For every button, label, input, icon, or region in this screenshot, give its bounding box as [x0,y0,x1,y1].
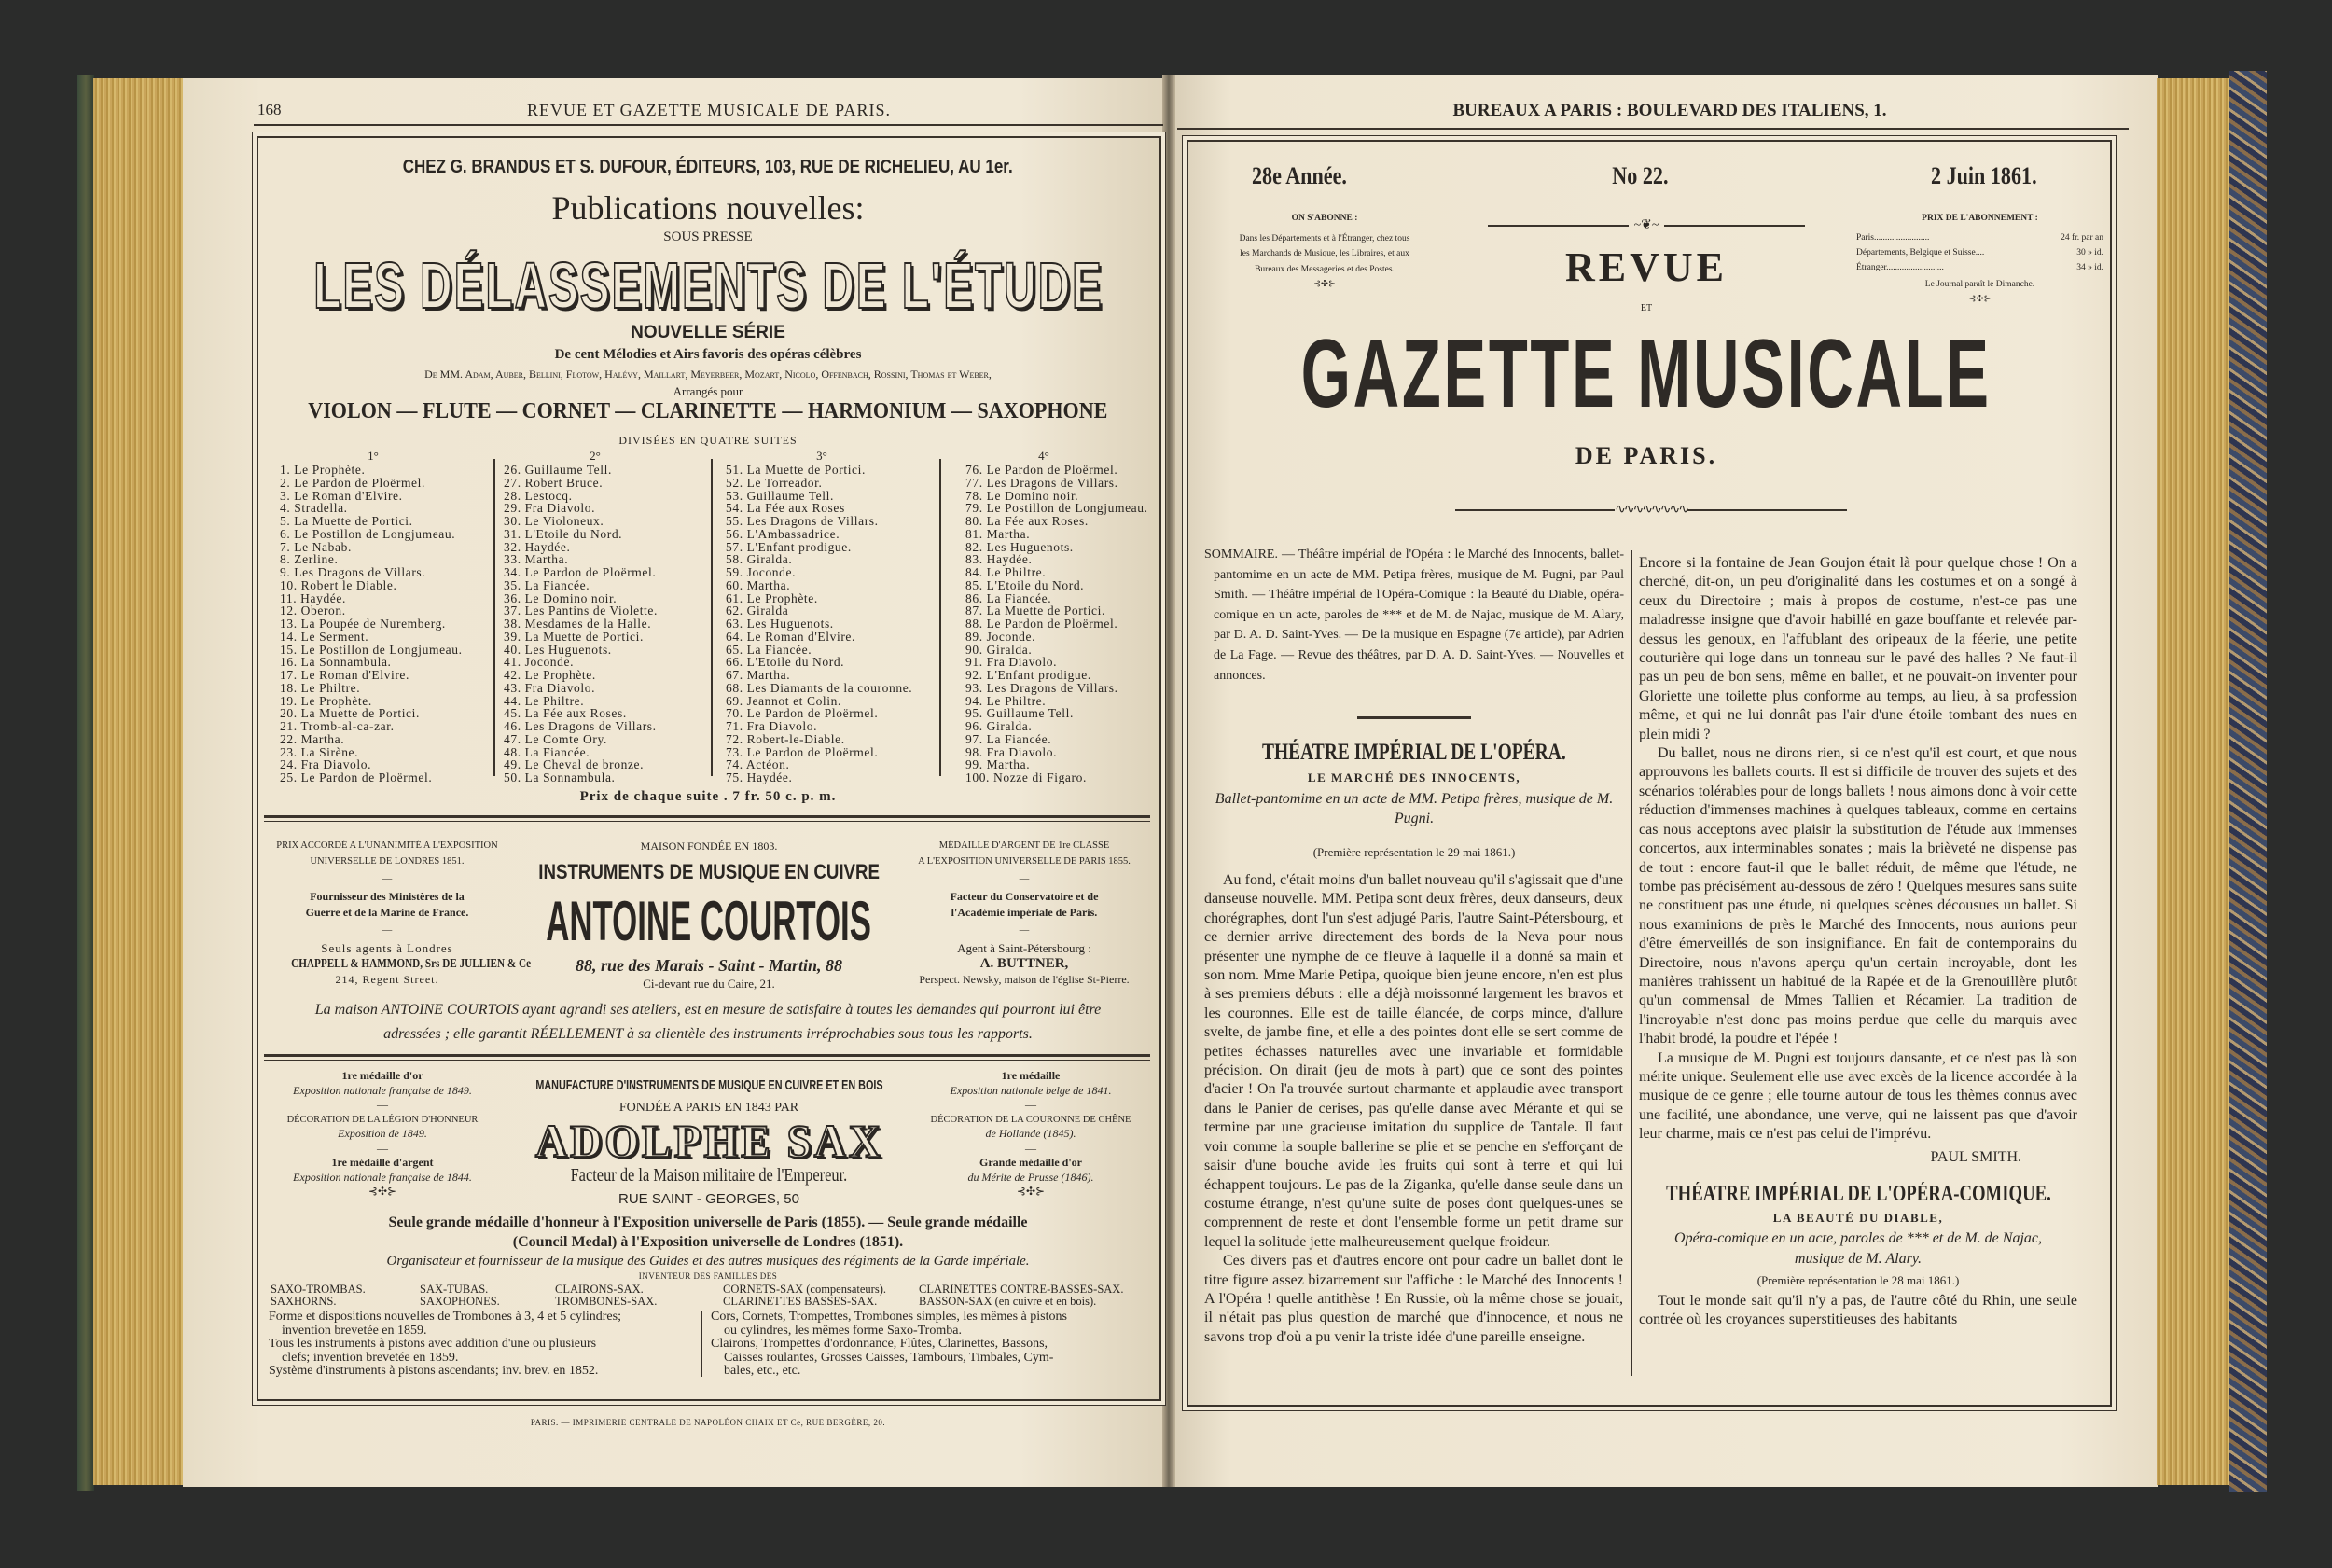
suite-item: 32. Haydée. [504,539,571,554]
suite-item: 21. Tromb-al-ca-zar. [280,719,395,733]
suite-item: 40. Les Huguenots. [504,642,612,657]
suite-item: 53. Guillaume Tell. [726,488,834,503]
article2-heading [1639,1180,2077,1208]
issue-date-text: 2 Juin 1861. [1931,162,2037,189]
suite-item: 99. Martha. [965,757,1031,772]
award-text: de Hollande (1845). [985,1127,1076,1140]
suite-item: 74. Actéon. [726,757,790,772]
suite-item: 81. Martha. [965,526,1031,541]
suite-item: 75. Haydée. [726,770,793,784]
suite-item: 16. La Sonnambula. [280,655,392,670]
column-divider [939,459,941,776]
suite-item: 83. Haydée. [965,552,1033,567]
suite-item: 19. Le Prophète. [280,693,372,708]
ornament-icon: ~❦~ [1633,218,1659,232]
suite-item: 47. Le Comte Ory. [504,731,607,746]
suite-item: 98. Fra Diavolo. [965,744,1058,759]
section-rule [264,815,1150,822]
agent-label: Agent à Saint-Pétersbourg : [957,941,1091,955]
courtois-right: MÉDAILLE D'ARGENT DE 1re CLASSE A L'EXPOSITION UNIVERSELLE DE PARIS 1855. — Facteur du Conservatoire et de l'Académie impériale de Paris. — Agent à Saint-Pétersbourg : A. BUTTNER, Perspect. Newsky, maison de l'église St-Pierre. [895,838,1153,988]
paragraph: Au fond, c'était moins d'un ballet nouveau qu'il s'agissait que d'une danseuse nouvelle. MM. Petipa sont deux frères, deux danseurs, deux chorégraphes, dont l'un s'est adjugé Paris, l'autre Saint-Pétersbourg, et ce dernier arrive directement des bords de la Neva pour nous présenter une nymphe de ce fleuve à laquelle il a donné sa main et son nom. Mme Marie Petipa, quoique bien jeune encore, n'en est plus à ses premiers débuts : elle a déjà moissonné largement les bravos et les couronnes. Elle est de taille élancée, de corps mince, d'allure svelte, de jambe fine, et elle a des pointes dont elle se sert comme de petites échasses naturelles avec une invariable et formidable précision. On dirait (jeu de mots à part) que ce sont des pointes d'acier ! On l'a trouvée surtout charmante et applaudie avec transport dans le Panier de cerises, pas qu'elle danse avec Mérante et qui se termine par une gracieuse imitation du supplice de Tantale. Il faut voir comme la souple ballerine se plie et se penche en s'efforçant de saisir d'une bouche avide les fruits qui sont à terre et qui lui échappent toujours. Le pas de la Ziganka, qu'elle danse seule dans un costume étrange, n'est qu'une suite de poses dont quelques-unes se comprennent de reste et dont l'ensemble forme un petit drame sur lequel la solitude jette malheureusement quelque froideur. [1204,872,1623,1250]
award-text: MÉDAILLE D'ARGENT DE 1re CLASSE [938,840,1110,851]
suite-item: 73. Le Pardon de Ploërmel. [726,744,879,759]
maker-text: Facteur du Conservatoire et de [950,890,1099,903]
ornament-icon: ⊰✣⊱ [1313,280,1336,289]
sax-organizer: Organisateur et fournisseur de la musique des Guides et des autres musiques des régiments de la Garde impériale. [386,1254,1030,1269]
ornament-icon: ⊰✣⊱ [368,1185,397,1198]
ornament-icon: ⊰✣⊱ [1016,1185,1046,1198]
suite-item: 12. Oberon. [280,604,346,618]
suite-item: 13. La Poupée de Nuremberg. [280,617,446,631]
suite-item: 59. Joconde. [726,565,797,579]
text-line: ou cylindres, les mêmes forme Saxo-Tromba. [724,1323,962,1338]
suite-item: 79. Le Postillon de Longjumeau. [965,501,1148,516]
issue-number [707,162,2332,190]
suite-item: 18. Le Philtre. [280,680,361,695]
family-item: CLARINETTES BASSES-SAX. [723,1295,878,1308]
suite-item: 84. Le Philtre. [965,565,1047,579]
agent-address: Perspect. Newsky, maison de l'église St-Pierre. [919,973,1130,986]
sax-honour: Seule grande médaille d'honneur à l'Exposition universelle de Paris (1855). — Seule grande médaille [388,1214,1028,1230]
sax-left: 1re médaille d'or Exposition nationale française de 1849. — DÉCORATION DE LA LÉGION D'HONNEUR Exposition de 1849. — 1re médaille d'argent Exposition nationale française de 1844. ⊰✣⊱ [261,1069,504,1200]
suite-item: 23. La Sirène. [280,744,359,759]
suite-item: 44. Le Philtre. [504,693,585,708]
suite-item: 10. Robert le Diable. [280,577,397,592]
sommaire: SOMMAIRE. — Théâtre impérial de l'Opéra : le Marché des Innocents, ballet-pantomime en un acte de MM. Petipa frères, musique de M. Pugni, par Paul Smith. — Théâtre impérial de l'Opéra-Comique : la Beauté du Diable, opéra-comique en un acte, paroles de *** et de M. de Najac, musique de M. Alary, par D. A. D. Saint-Yves. — De la musique en Espagne (7e article), par Adrien de La Fage. — Revue des théâtres, par D. A. D. Saint-Yves. — Nouvelles et annonces. [1204,548,1624,683]
agents-label: Seuls agents à Londres [321,941,453,955]
article2-subtitle: Opéra-comique en un acte, paroles de *** et de M. de Najac, musique de M. Alary. [1674,1230,2042,1267]
series-text: NOUVELLE SÉRIE [631,323,785,342]
award-text: DÉCORATION DE LA COURONNE DE CHÊNE [930,1114,1131,1125]
text-line: invention brevetée en 1859. [282,1323,427,1338]
suite-heading: 1° [368,449,379,463]
article2-body: Tout le monde sait qu'il n'y a pas, de l'autre côté du Rhin, une seule contrée où les croyances superstitieuses des habitants [1639,1293,2077,1328]
suite-item: 20. La Muette de Portici. [280,706,420,721]
suite-item: 60. Martha. [726,577,791,592]
suite-item: 52. Le Torreador. [726,475,823,490]
award-text: Exposition nationale belge de 1841. [950,1083,1112,1097]
suite-item: 85. L'Etoile du Nord. [965,577,1085,592]
paragraph: La musique de M. Pugni est toujours dansante, et ce n'est pas là son mérite unique. Seulement elle use avec excès de la licence accordée à la musique de ce genre ; elle tourne autour de tous les thèmes connus avec une facilité, une abondance, une verve, qui ne laissent pas que d'avoir leur charme, mais ce n'est pas celui de l'imprévu. [1639,1049,2077,1143]
suite-item: 62. Giralda [726,604,789,618]
issue-number-text: No 22. [1611,162,1669,189]
courtois-address: 88, rue des Marais - Saint - Martin, 88 [575,956,843,975]
suite-item: 91. Fra Diavolo. [965,655,1058,670]
award-text: A L'EXPOSITION UNIVERSELLE DE PARIS 1855. [918,856,1131,867]
book-cover-right [2229,71,2267,1492]
masthead-ornament [1488,217,1805,233]
suite-column [726,464,912,784]
suite-item: 42. Le Prophète. [504,668,596,682]
price-rows [1856,230,2103,275]
suite-item: 29. Fra Diavolo. [504,501,596,516]
suite-item: 66. L'Etoile du Nord. [726,655,845,670]
suite-item: 31. L'Etoile du Nord. [504,526,623,541]
publications-heading: Publications nouvelles: [551,189,865,227]
suite-item: 38. Mesdames de la Halle. [504,617,652,631]
price-label: Départements, Belgique et Suisse.... [1856,248,1985,257]
family-column [271,1284,366,1308]
subtitle: De cent Mélodies et Airs favoris des opéras célèbres [554,347,862,362]
suite-item: 36. Le Domino noir. [504,590,618,605]
suite-item: 78. Le Domino noir. [965,488,1079,503]
wavy-rule [1455,502,1847,518]
courtois-name-text: ANTOINE COURTOIS [546,890,872,952]
article-heading-text: THÉATRE IMPÉRIAL DE L'OPÉRA. [1262,740,1566,765]
price-row [1856,260,2103,275]
suite-item: 45. La Fée aux Roses. [504,706,627,721]
suite-heading: 4° [1038,449,1049,463]
suite-item: 67. Martha. [726,668,791,682]
text-line: clefs; invention brevetée en 1859. [282,1350,459,1365]
suite-column [965,464,1148,784]
sax-left-lines [269,1311,698,1379]
courtois-left: PRIX ACCORDÉ A L'UNANIMITÉ A L'EXPOSITION UNIVERSELLE DE LONDRES 1851. — Fournisseur des Ministères de la Guerre et de la Marine de France. — Seuls agents à Londres CHAPPELL & HAMMOND, Srs DE JULLIEN & Ce 214, Regent Street. [261,838,513,988]
suite-item: 22. Martha. [280,731,345,746]
suite-item: 14. Le Serment. [280,629,369,644]
section-divider [1357,716,1471,719]
family-item: BASSON-SAX (en cuivre et en bois). [919,1295,1097,1308]
suite-item: 70. Le Pardon de Ploërmel. [726,706,879,721]
sax-name-text: ADOLPHE SAX [534,1115,883,1167]
courtois-notice: La maison ANTOINE COURTOIS ayant agrandi ses ateliers, est en mesure de satisfaire à toutes les demandes qui pourront lui être [314,1002,1102,1018]
suite-item: 71. Fra Diavolo. [726,719,818,733]
sax-right: 1re médaille Exposition nationale belge de 1841. — DÉCORATION DE LA COURONNE DE CHÊNE de Hollande (1845). — Grande médaille d'or du Mérite de Prusse (1846). ⊰✣⊱ [909,1069,1152,1200]
courtois-founded: MAISON FONDÉE EN 1803. [640,840,778,853]
suite-item: 56. L'Ambassadrice. [726,526,840,541]
suite-item: 58. Giralda. [726,552,793,567]
award-text: UNIVERSELLE DE LONDRES 1851. [310,856,465,867]
suite-item: 33. Martha. [504,552,569,567]
section-rule [264,1054,1150,1061]
suite-item: 48. La Fiancée. [504,744,590,759]
suite-item: 6. Le Postillon de Longjumeau. [280,526,456,541]
subscribe-block [1208,211,1441,293]
article2-heading-text: THÉATRE IMPÉRIAL DE L'OPÉRA-COMIQUE. [1665,1182,2051,1206]
suite-heading: 2° [590,449,601,463]
sax-founded: FONDÉE A PARIS EN 1843 PAR [618,1101,799,1115]
suite-item: 5. La Muette de Portici. [280,514,413,528]
price-row [1856,245,2103,260]
suite-item: 11. Haydée. [280,590,346,605]
article2-title: LA BEAUTÉ DU DIABLE, [1772,1211,1944,1225]
sax-address-text: RUE SAINT - GEORGES, 50 [618,1191,799,1207]
suite-item: 95. Guillaume Tell. [965,706,1074,721]
suite-item: 57. L'Enfant prodigue. [726,539,852,554]
page-number: 168 [257,101,282,118]
text-line: bales, etc., etc. [724,1364,801,1378]
paragraph: Ces divers pas et d'autres encore ont pour cadre un ballet dont le titre figure assez bizarrement sur l'affiche : le Marché des Innocents ! A l'Opéra ! quelle antithèse ! En Russie, où la même chose se jouait, il n'était pas plus question de marché que d'innocence, et nous ne savons trop d'où a pu venir la triste idée d'une pareille enseigne. [1204,1253,1623,1345]
article-subtitle: Ballet-pantomime en un acte de MM. Petipa frères, musique de M. Pugni. [1215,791,1614,826]
agent-name: A. BUTTNER, [979,956,1069,971]
supplier-text: Guerre et de la Marine de France. [305,906,469,919]
suite-column [280,464,463,784]
paragraph: Encore si la fontaine de Jean Goujon était là pour quelque chose ! On a cherché, dit-on, un peu d'originalité dans les costumes et on a songé à ceux du Directoire ; mais à propos de costume, n'est-ce pas une maladresse insigne que d'avoir habillé en gaze bouffante et relevée par-dessus les genoux, en l'affublant des oripeaux de la féerie, une petite couturière qui loge dans un tonneau sur le pavé des halles ? Ne faut-il pas un peu de bon sens, même en ballet, et ne pouvait-on inventer pour Gloriette une toilette plus conforme au temps, au lieu, à sa profession même, et qui ne lui donnât pas l'air d'une étoile tombant des nues en plein midi ? [1639,555,2077,742]
article-body-col2 [1639,554,2077,1330]
suite-item: 26. Guillaume Tell. [504,463,612,477]
column-divider [493,459,495,776]
award-text: Grande médaille d'or [979,1156,1082,1169]
suite-item: 34. Le Pardon de Ploërmel. [504,565,657,579]
instruments-text: VIOLON — FLUTE — CORNET — CLARINETTE — HARMONIUM — SAXOPHONE [308,399,1108,423]
family-item: CLAIRONS-SAX. [555,1283,644,1296]
award-text: Exposition nationale française de 1849. [293,1083,472,1097]
text-line: Tous les instruments à pistons avec addition d'une ou plusieurs [269,1337,597,1351]
suite-item: 87. La Muette de Portici. [965,604,1105,618]
suite-item: 1. Le Prophète. [280,463,366,477]
text-line: Forme et dispositions nouvelles de Trombones à 3, 4 et 5 cylindres; [269,1310,621,1324]
prices-block [1856,211,2103,307]
family-column [420,1284,500,1308]
prices-note: Le Journal paraît le Dimanche. [1924,280,2035,289]
subscribe-line: Dans les Départements et à l'Étranger, chez tous [1239,233,1410,243]
price-row [1856,230,2103,245]
text-line: Caisses roulantes, Grosses Caisses, Tambours, Timbales, Cym- [724,1350,1054,1365]
family-item: TROMBONES-SAX. [555,1295,658,1308]
header-rule [1177,128,2129,130]
suite-item: 97. La Fiancée. [965,731,1052,746]
running-head: REVUE ET GAZETTE MUSICALE DE PARIS. [527,101,891,119]
subscribe-line: les Marchands de Musique, les Libraires, et aux [1240,249,1409,258]
suite-item: 17. Le Roman d'Elvire. [280,668,409,682]
suite-item: 94. Le Philtre. [965,693,1047,708]
sax-right-lines [711,1311,1149,1379]
family-item: SAX-TUBAS. [420,1283,489,1296]
suite-item: 82. Les Huguenots. [965,539,1074,554]
suite-item: 51. La Muette de Portici. [726,463,866,477]
sax-inventor: INVENTEUR DES FAMILLES DES [638,1271,778,1281]
text-line: Clairons, Trompettes d'ordonnance, Flûtes, Clarinettes, Bassons, [711,1337,1048,1351]
suite-item: 54. La Fée aux Roses [726,501,845,516]
imprint: PARIS. — IMPRIMERIE CENTRALE DE NAPOLÉON CHAIX ET Ce, RUE BERGÈRE, 20. [530,1418,886,1427]
suite-item: 93. Les Dragons de Villars. [965,680,1118,695]
year-text: 28e Année. [1252,162,1347,189]
arranged-for: Arrangés pour [673,384,743,398]
suite-item: 35. La Fiancée. [504,577,590,592]
agents-address: 214, Regent Street. [335,973,439,986]
premiere-date: (Première représentation le 29 mai 1861.) [1312,845,1516,859]
suite-item: 4. Stradella. [280,501,348,516]
divided: DIVISÉES EN QUATRE SUITES [618,434,798,447]
column-divider [711,459,713,776]
column-rule [1631,550,1632,1376]
suite-item: 96. Giralda. [965,719,1033,733]
family-column [919,1284,1123,1308]
suite-item: 27. Robert Bruce. [504,475,604,490]
award-text: du Mérite de Prusse (1846). [967,1170,1094,1184]
suite-item: 37. Les Pantins de Violette. [504,604,658,618]
award-text: Exposition nationale française de 1844. [293,1170,472,1184]
masthead-de-paris: DE PARIS. [1575,442,1718,469]
suite-item: 9. Les Dragons de Villars. [280,565,426,579]
suite-price: Prix de chaque suite . 7 fr. 50 c. p. m. [579,789,837,804]
subscribe-line: Bureaux des Messageries et des Postes. [1255,264,1395,274]
main-title-text: LES DÉLASSEMENTS DE L'ÉTUDE [312,249,1104,322]
price-label: Étranger.......................... [1856,263,1944,272]
suite-item: 88. Le Pardon de Ploërmel. [965,617,1118,631]
suite-item: 24. Fra Diavolo. [280,757,372,772]
price-value: 34 » id. [2076,263,2103,272]
family-column [723,1284,886,1308]
award-text: Exposition de 1849. [338,1127,427,1140]
suite-item: 7. Le Nabab. [280,539,352,554]
suite-item: 43. Fra Diavolo. [504,680,596,695]
price-value: 24 fr. par an [2061,233,2103,243]
issue-date [1931,162,2056,190]
suite-item: 76. Le Pardon de Ploërmel. [965,463,1118,477]
price-value: 30 » id. [2076,248,2103,257]
suite-item: 100. Nozze di Figaro. [965,770,1087,784]
supplier-text: Fournisseur des Ministères de la [310,890,465,903]
masthead-et: ET [1640,303,1653,313]
article-title: LE MARCHÉ DES INNOCENTS, [1307,770,1521,784]
family-item: CORNETS-SAX (compensateurs). [723,1283,886,1296]
masthead-gazette [714,320,2332,428]
suite-heading: 3° [816,449,827,463]
suite-item: 49. Le Cheval de bronze. [504,757,645,772]
wave-ornament-icon: ∿∿∿∿∿∿∿∿ [1615,503,1687,517]
composers: De MM. Adam, Auber, Bellini, Flotow, Halévy, Maillart, Meyerbeer, Mozart, Nicolo, Offenbach, Rossini, Thomas et Weber, [424,368,992,381]
suite-item: 28. Lestocq. [504,488,573,503]
suite-item: 68. Les Diamants de la couronne. [726,680,913,695]
courtois-kind-text: INSTRUMENTS DE MUSIQUE EN CUIVRE [538,860,880,883]
suite-item: 72. Robert-le-Diable. [726,731,845,746]
text-line: Système d'instruments à pistons ascendants; inv. brev. en 1852. [269,1364,599,1378]
award-text: 1re médaille [1001,1069,1061,1082]
suite-item: 30. Le Violoneux. [504,514,604,528]
suite-item: 2. Le Pardon de Ploërmel. [280,475,425,490]
suite-item: 46. Les Dragons de Villars. [504,719,657,733]
publisher-text: CHEZ G. BRANDUS ET S. DUFOUR, ÉDITEURS, 103, RUE DE RICHELIEU, AU 1er. [403,157,1013,177]
suite-item: 64. Le Roman d'Elvire. [726,629,855,644]
prices-heading: PRIX DE L'ABONNEMENT : [1922,214,2038,223]
suite-item: 3. Le Roman d'Elvire. [280,488,403,503]
header-rule [254,124,1163,126]
suite-item: 8. Zerline. [280,552,339,567]
suite-item: 86. La Fiancée. [965,590,1052,605]
family-item: SAXHORNS. [271,1295,337,1308]
running-head: BUREAUX A PARIS : BOULEVARD DES ITALIENS, 1. [1452,101,1887,120]
text-line: Cors, Cornets, Trompettes, Trombones simples, les mêmes à pistons [711,1310,1067,1324]
suite-column [504,464,658,784]
family-item: SAXOPHONES. [420,1295,500,1308]
family-item: SAXO-TROMBAS. [271,1283,366,1296]
suite-item: 77. Les Dragons de Villars. [965,475,1118,490]
suite-item: 41. Joconde. [504,655,575,670]
suite-item: 89. Joconde. [965,629,1036,644]
article-body-col1 [1204,871,1623,1347]
family-item: CLARINETTES CONTRE-BASSES-SAX. [919,1283,1124,1296]
suite-item: 55. Les Dragons de Villars. [726,514,879,528]
suite-item: 80. La Fée aux Roses. [965,514,1089,528]
sax-manufacture-text: MANUFACTURE D'INSTRUMENTS DE MUSIQUE EN CUIVRE ET EN BOIS [534,1077,883,1093]
suite-item: 90. Giralda. [965,642,1033,657]
courtois-notice: adressées ; elle garantit RÉELLEMENT à sa clientèle des instruments irréprochables sous tous les rapports. [383,1026,1033,1042]
suite-item: 25. Le Pardon de Ploërmel. [280,770,433,784]
masthead-revue: REVUE [1564,244,1728,290]
price-label: Paris......................... [1856,233,1930,243]
courtois-former-address: Ci-devant rue du Caire, 21. [643,977,775,991]
suite-item: 15. Le Postillon de Longjumeau. [280,642,463,657]
page-edges-right [2157,78,2231,1485]
subscribe-heading: ON S'ABONNE : [1291,214,1358,223]
column-divider [701,1311,702,1377]
suite-item: 65. La Fiancée. [726,642,812,657]
award-text: 1re médaille d'argent [331,1156,434,1169]
sax-title-text: Facteur de la Maison militaire de l'Empereur. [570,1165,848,1186]
paragraph: Du ballet, nous ne dirons rien, si ce n'est qu'il est court, et que nous approuvons les ballets courts. Il est si difficile de trouver des sujets et des scénarios tolérables pour de longs ballets ! nous aimons donc à voir cette réduction d'immenses machines à quelques tableaux, comme en certains cas nous acceptons avec plaisir la substitution de l'étude aux immenses concertos, aux interminables sonates ; mais la brièveté ne dispense pas de tout : encore faut-il que le ballet réduit, de même que l'étude, ne tombe pas précisément au-dessous de zéro ! Quelques mesures sans suite ne constituent pas une étude, ni quelques scènes décousues un ballet. Si nous examinions de près le Marché des Innocents, nous aurions peur d'être émerveillés de son insignifiance. En fait de contemporains du Directoire, nous n'avons aperçu qu'un certain incroyable, dont les manières trahissent un habitué de la Rapée et de la Grenouillère plutôt qu'un commensal de Mmes Tallien et Récamier. La tradition de l'incroyable n'est donc pas moins perdue que celle du marquis avec l'habit brodé, la poudre et l'épée ! [1639,745,2077,1048]
suite-item: 63. Les Huguenots. [726,617,834,631]
article2-premiere: (Première représentation le 28 mai 1861.) [1756,1273,1960,1287]
suite-item: 39. La Muette de Portici. [504,629,644,644]
award-text: DÉCORATION DE LA LÉGION D'HONNEUR [286,1114,479,1125]
signature: PAUL SMITH. [1930,1148,2021,1165]
agents-name: CHAPPELL & HAMMOND, Srs DE JULLIEN & Ce [291,957,532,971]
sax-honour: (Council Medal) à l'Exposition universelle de Londres (1851). [512,1234,904,1250]
ornament-icon: ⊰✣⊱ [1968,295,1992,304]
suite-item: 61. Le Prophète. [726,590,818,605]
sous-presse: SOUS PRESSE [663,229,753,244]
award-text: PRIX ACCORDÉ A L'UNANIMITÉ A L'EXPOSITION [276,840,498,851]
award-text: 1re médaille d'or [341,1069,423,1082]
family-column [555,1284,657,1308]
maker-text: l'Académie impériale de Paris. [951,906,1098,919]
masthead-gazette-text: GAZETTE MUSICALE [1300,320,1992,428]
suite-item: 69. Jeannot et Colin. [726,693,841,708]
suite-item: 92. L'Enfant prodigue. [965,668,1091,682]
suite-item: 50. La Sonnambula. [504,770,616,784]
